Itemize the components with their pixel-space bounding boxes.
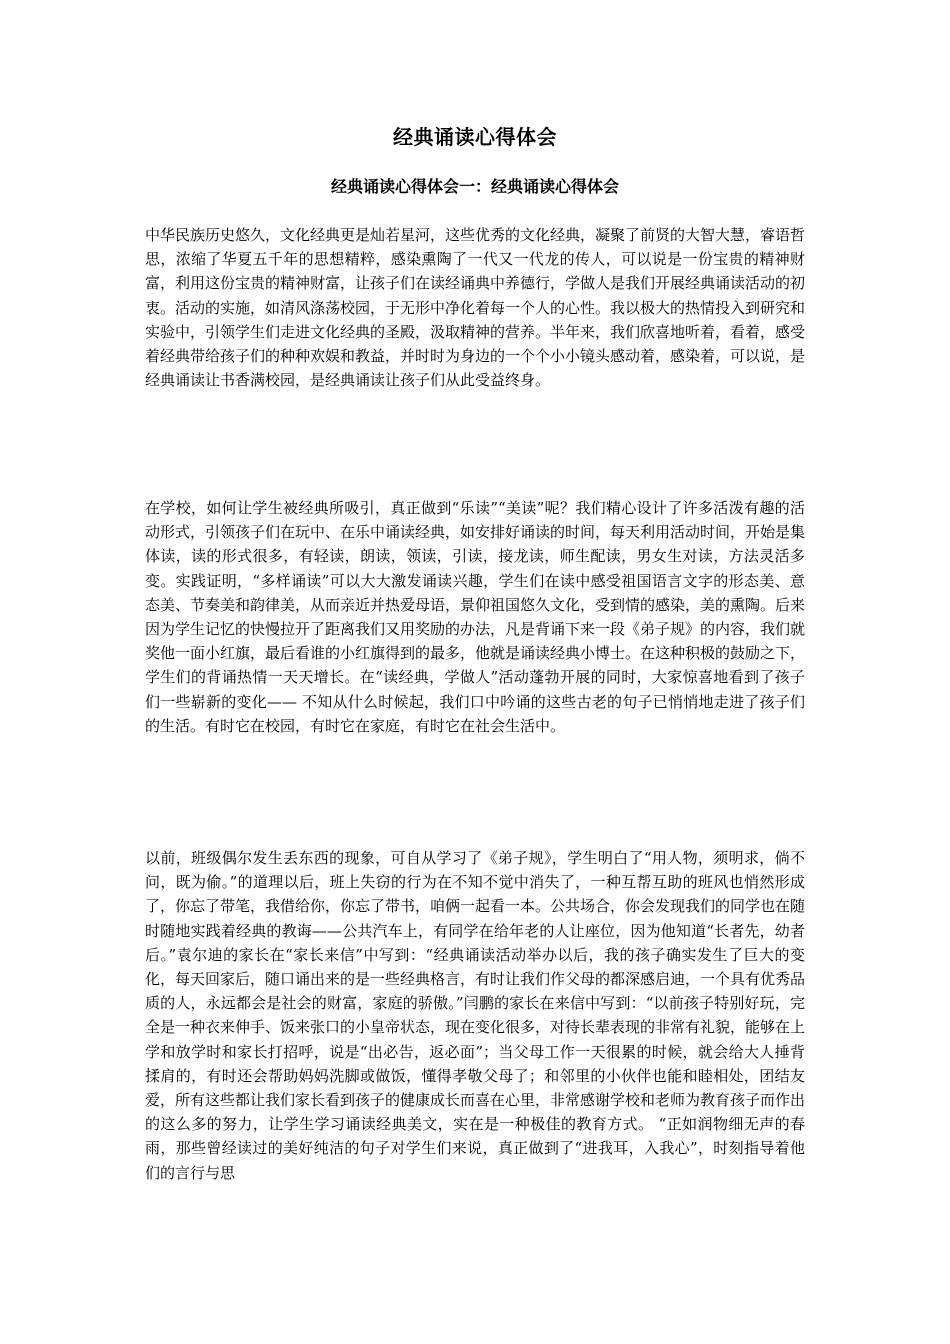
document-title: 经典诵读心得体会	[393, 125, 557, 149]
document-subtitle: 经典诵读心得体会一：经典诵读心得体会	[330, 177, 619, 196]
paragraph-2: 在学校，如何让学生被经典所吸引，真正做到“乐读”“美读”呢？我们精心设计了许多活泼有趣的活动形式，引领孩子们在玩中、在乐中诵读经典，如安排好诵读的时间，每天利用活动时间，开始是集体读，读的形式很多，有轻读，朗读，领读，引读，接龙读，师生配读，男女生对读，方法灵活多变。实践证明，“多样诵读”可以大大激发诵读兴趣，学生们在读中感受祖国语言文字的形态美、意态美、节奏美和韵律美，从而亲近并热爱母语，景仰祖国悠久文化，受到情的感染，美的熏陶。后来因为学生记忆的快慢拉开了距离我们又用奖励的办法，凡是背诵下来一段《弟子规》的内容，我们就奖他一面小红旗，最后看谁的小红旗得到的最多，他就是诵读经典小博士。在这种积极的鼓励之下，学生们的背诵热情一天天增长。在“读经典，学做人”活动蓬勃开展的同时，大家惊喜地看到了孩子们一些崭新的变化—— 不知从什么时候起，我们口中吟诵的这些古老的句子已悄悄地走进了孩子们的生活。有时它在校园，有时它在家庭，有时它在社会生活中。	[145, 499, 806, 735]
paragraph-3: 以前，班级偶尔发生丢东西的现象，可自从学习了《弟子规》，学生明白了“用人物，须明求，倘不问，既为偷。”的道理以后，班上失窃的行为在不知不觉中消失了，一种互帮互助的班风也悄然形成了，你忘了带笔，我借给你，你忘了带书，咱俩一起看一本。公共场合，你会发现我们的同学也在随时随地实践着经典的教诲——公共汽车上，有同学在给年老的人让座位，因为他知道“长者先，幼者后。”袁尔迪的家长在“家长来信”中写到：“经典诵读活动举办以后，我的孩子确实发生了巨大的变化，每天回家后，随口诵出来的是一些经典格言，有时让我们作父母的都深感启迪，一个具有优秀品质的人，永远都会是社会的财富，家庭的骄傲。”闫鹏的家长在来信中写到：“以前孩子特别好玩，完全是一种衣来伸手、饭来张口的小皇帝状态，现在变化很多，对待长辈表现的非常有礼貌，能够在上学和放学时和家长打招呼，说是“出必告，返必面”；当父母工作一天很累的时候，就会给大人捶背揉肩的，有时还会帮助妈妈洗脚或做饭，懂得孝敬父母了；和邻里的小伙伴也能和睦相处，团结友爱，所有这些都让我们家长看到孩子的健康成长而喜在心里，非常感谢学校和老师为教育孩子而作出的这么多的努力，让学生学习诵读经典美文，实在是一种极佳的教育方式。 “正如润物细无声的春雨，那些曾经读过的美好纯洁的句子对学生们来说，真正做到了“进我耳，入我心”，时刻指导着他们的言行与思	[145, 849, 806, 1182]
paragraph-1: 中华民族历史悠久，文化经典更是灿若星河，这些优秀的文化经典，凝聚了前贤的大智大慧，睿语哲思，浓缩了华夏五千年的思想精粹，感染熏陶了一代又一代龙的传人，可以说是一份宝贵的精神财富，利用这份宝贵的精神财富，让孩子们在读经诵典中养德行，学做人是我们开展经典诵读活动的初衷。活动的实施，如清风涤荡校园，于无形中净化着每一个人的心性。我以极大的热情投入到研究和实验中，引领学生们走进文化经典的圣殿，汲取精神的营养。半年来，我们欣喜地听着，看着，感受着经典带给孩子们的种种欢娱和教益，并时时为身边的一个个小小镜头感动着，感染着，可以说，是经典诵读让书香满校园，是经典诵读让孩子们从此受益终身。	[145, 226, 806, 390]
